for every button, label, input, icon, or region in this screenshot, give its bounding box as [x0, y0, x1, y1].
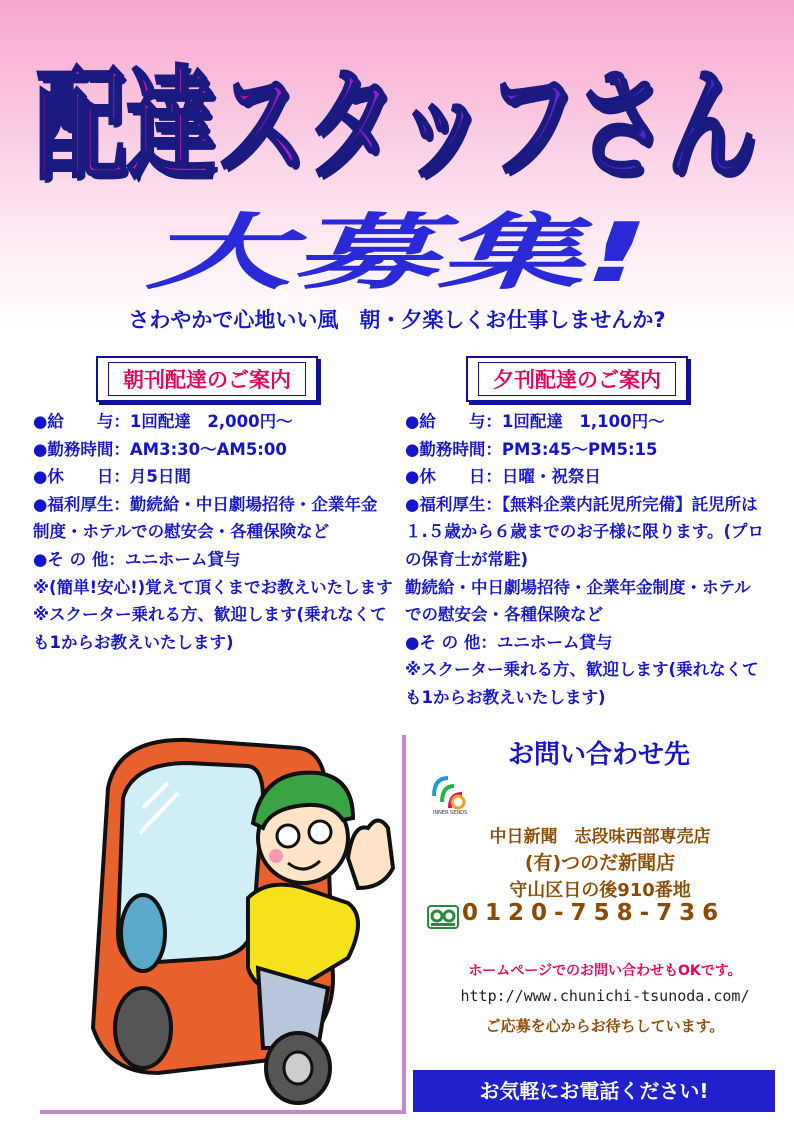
evening-note-scooter: ※スクーター乗れる方、歓迎します(乗れなくても1からお教えいたします)	[405, 660, 759, 707]
delivery-scooter-illustration	[48, 728, 404, 1114]
morning-details	[33, 408, 393, 656]
evening-hours: ●勤務時間：PM3:45～PM5:15	[405, 439, 658, 459]
web-inquiry-note: ホームページでのお問い合わせもOKです。	[468, 963, 742, 979]
evening-other: ●そ の 他：ユニホーム貸与	[405, 632, 613, 652]
svg-text:配達スタッフさん: 配達スタッフさん	[40, 59, 760, 196]
headline	[140, 205, 660, 295]
subtitle: さわやかで心地いい風 朝・夕楽しくお仕事しませんか?	[128, 308, 666, 332]
free-dial-icon	[427, 905, 459, 929]
contact-title: お問い合わせ先	[507, 740, 690, 770]
closing-message: ご応募を心からお待ちしています。	[485, 1017, 725, 1035]
morning-holidays: ●休 日：月5日間	[33, 467, 191, 487]
shop-address: 守山区日の後910番地	[509, 880, 691, 901]
evening-heading	[466, 356, 688, 402]
website-link[interactable]: http://www.chunichi-tsunoda.com/	[460, 987, 750, 1005]
call-to-action-banner: お気軽にお電話ください!	[413, 1070, 775, 1112]
evening-details	[405, 408, 767, 712]
morning-salary: ●給 与：1回配達 2,000円～	[33, 412, 293, 431]
morning-hours: ●勤務時間：AM3:30～AM5:00	[33, 439, 287, 459]
evening-heading-text: 夕刊配達のご案内	[478, 362, 676, 396]
evening-holidays: ●休 日：日曜・祝祭日	[405, 467, 601, 487]
phone-number[interactable]: 0120-758-736	[462, 900, 726, 926]
morning-other: ●そ の 他：ユニホーム貸与	[33, 549, 241, 569]
company-logo-icon	[428, 772, 468, 812]
morning-note-scooter: ※スクーター乗れる方、歓迎します(乗れなくても1からお教えいたします)	[33, 605, 387, 652]
evening-salary: ●給 与：1回配達 1,100円～	[405, 412, 665, 431]
evening-benefits-2: 勤続給・中日劇場招待・企業年金制度・ホテルでの慰安会・各種保険など	[405, 577, 751, 625]
logo-caption: INNER SENDS	[432, 810, 468, 816]
title-text: 配達スタッフさん	[36, 55, 756, 196]
evening-benefits: ●福利厚生：【無料企業内託児所完備】託児所は１.５歳から６歳までのお子様に限ります。(プロの保育士が常駐)	[405, 494, 764, 569]
company-name: (有)つのだ新聞店	[524, 852, 676, 874]
morning-heading-text: 朝刊配達のご案内	[108, 362, 306, 396]
morning-note-training: ※(簡単!安心!)覚えて頂くまでお教えいたします	[33, 577, 393, 597]
morning-benefits: ●福利厚生：勤続給・中日劇場招待・企業年金制度・ホテルでの慰安会・各種保険など	[33, 494, 378, 542]
shop-name: 中日新聞 志段味西部専売店	[489, 827, 711, 847]
svg-text:大募集!: 大募集!	[145, 206, 650, 295]
morning-heading	[96, 356, 318, 402]
main-title	[30, 36, 770, 196]
